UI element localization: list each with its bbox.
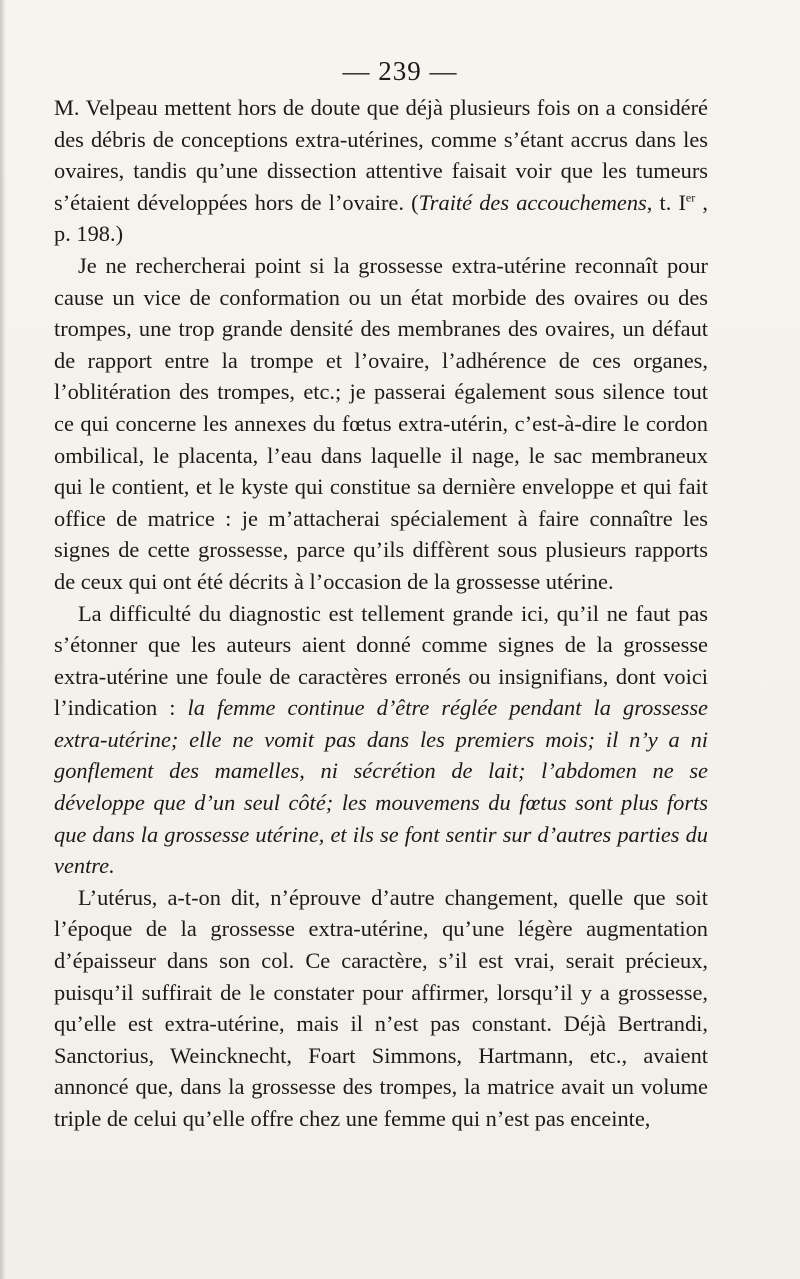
citation-superscript: er bbox=[685, 190, 696, 205]
paragraph-4: L’utérus, a-t-on dit, n’éprouve d’autre changement, quelle que soit l’époque de la grossesse extra-utérine, qu’une légère augmentation d’épaisseur dans son col. Ce caractère, s’il est vrai, serait précieux, puisqu’il suffirait de le constater pour affirmer, lorsqu’il y a grossesse, qu’elle est extra-utérine, mais il n’est pas constant. Déjà Bertrandi, Sanctorius, Weincknecht, Foart Simmons, Hartmann, etc., avaient annoncé que, dans la grossesse des trompes, la matrice avait un volume triple de celui qu’elle offre chez une femme qui n’est pas enceinte, bbox=[54, 884, 708, 1131]
paragraph-2: Je ne rechercherai point si la grossesse extra-utérine reconnaît pour cause un vice de conformation ou un état morbide des ovaires ou des trompes, une trop grande densité des membranes des ovaires, un défaut de rapport entre la trompe et l’ovaire, l’adhérence de ces organes, l’oblitération des trompes, etc.; je passerai également sous silence tout ce qui concerne les annexes du fœtus extra-utérin, c’est-à-dire le cordon ombilical, le placenta, l’eau dans laquelle il nage, le sac membraneux qui le contient, et le kyste qui constitue sa dernière enveloppe et qui fait office de matrice : je m’attacherai spécialement à faire connaître les signes de cette grossesse, parce qu’ils diffèrent sous plusieurs rapports de ceux qui ont été décrits à l’occasion de la grossesse utérine. bbox=[54, 252, 708, 594]
citation-title: Traité des accouchemens bbox=[418, 189, 647, 215]
paragraph-3-italic: la femme continue d’être réglée pendant la grossesse extra-utérine; elle ne vomit pas dans les premiers mois; il n’y a ni gonflement des mamelles, ni sécrétion de lait; l’abdomen ne se développe que d’un seul côté; les mouvemens du fœtus sont plus forts que dans la grossesse utérine, et ils se font sentir sur d’autres parties du ventre. bbox=[54, 695, 708, 879]
citation-page: , p. 198.) bbox=[54, 189, 708, 247]
paragraph-3 bbox=[54, 598, 708, 882]
page-body bbox=[54, 92, 708, 1135]
page-edge-shadow bbox=[0, 0, 6, 1279]
page-number: — 239 — bbox=[342, 56, 458, 86]
paragraph-1-text: M. Velpeau mettent hors de doute que déjà plusieurs fois on a considéré des débris de conceptions extra-utérines, comme s’étant accrus dans les ovaires, tandis qu’une dissection attentive faisait voir que les tumeurs s’étaient développées hors de l’ovaire. ( bbox=[54, 95, 708, 215]
citation-tome: , t. I bbox=[646, 189, 686, 215]
paragraph-1 bbox=[54, 92, 708, 250]
paragraph-3-text: La difficulté du diagnostic est tellement grande ici, qu’il ne faut pas s’étonner que les auteurs aient donné comme signes de la grossesse extra-utérine une foule de caractères erronés ou insignifians, dont voici l’indication : bbox=[54, 600, 708, 721]
